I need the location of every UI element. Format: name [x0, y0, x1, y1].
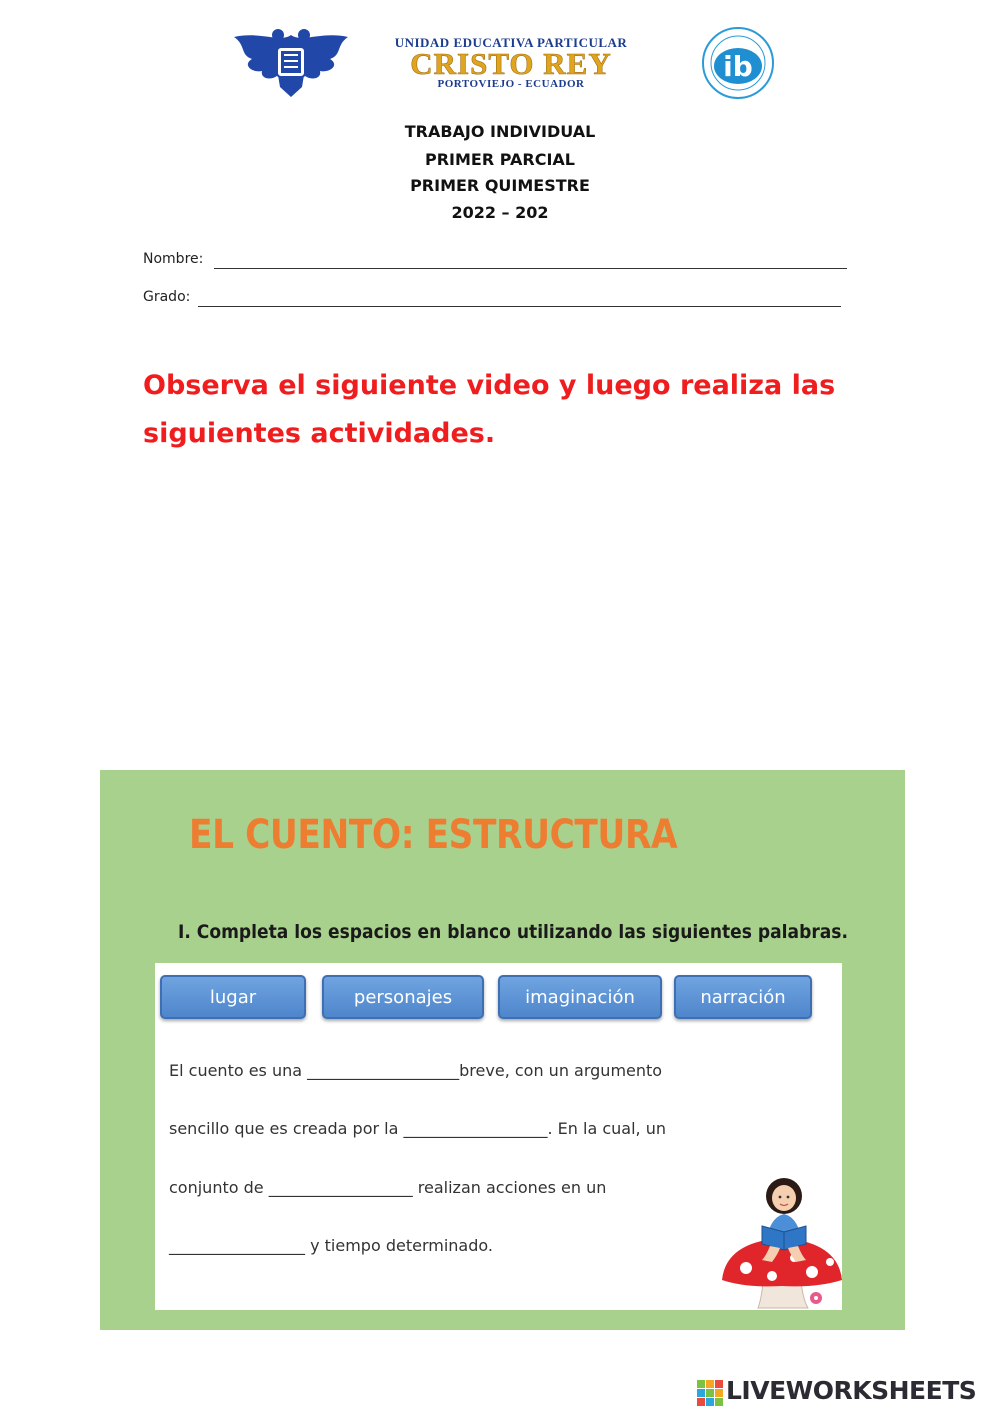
word-button-lugar[interactable]: lugar [160, 975, 306, 1019]
name-field[interactable] [214, 268, 847, 269]
ib-logo-text: ib [723, 50, 753, 83]
title-line-1: TRABAJO INDIVIDUAL [404, 122, 596, 141]
word-button-personajes[interactable]: personajes [322, 975, 484, 1019]
title-line-4: 2022 – 202 [451, 203, 549, 222]
worksheet-instruction: I. Completa los espacios en blanco utilizando las siguientes palabras. [178, 921, 848, 943]
name-label: Nombre: [143, 251, 204, 267]
sentence-3: conjunto de __________________ realizan acciones en un [169, 1178, 607, 1197]
sentence-2: sencillo que es creada por la __________________. En la cual, un [169, 1119, 666, 1138]
ib-world-school-logo [672, 26, 804, 100]
video-instruction: Observa el siguiente video y luego realiza las siguientes actividades. [143, 370, 836, 449]
school-location: PORTOVIEJO - ECUADOR [437, 78, 585, 90]
title-line-2: PRIMER PARCIAL [425, 150, 575, 169]
word-button-narracion[interactable]: narración [674, 975, 812, 1019]
school-type: UNIDAD EDUCATIVA PARTICULAR [394, 35, 628, 50]
school-name-logo [365, 36, 657, 88]
title-line-3: PRIMER QUIMESTRE [410, 176, 590, 195]
school-name: CRISTO REY [410, 46, 612, 81]
girl-reading-on-mushroom-illustration [716, 1176, 846, 1310]
worksheet-title: EL CUENTO: ESTRUCTURA [189, 812, 678, 858]
sentence-1: El cuento es una ___________________breve, con un argumento [169, 1061, 663, 1080]
sentence-4: _________________ y tiempo determinado. [169, 1236, 493, 1255]
liveworksheets-brand: LIVEWORKSHEETS [726, 1376, 977, 1405]
word-button-imaginacion[interactable]: imaginación [498, 975, 662, 1019]
grade-label: Grado: [143, 289, 191, 305]
liveworksheets-logo [697, 1376, 997, 1410]
liveworksheets-grid-icon [697, 1380, 723, 1406]
eagle-crest-logo [230, 25, 352, 99]
grade-field[interactable] [198, 306, 841, 307]
